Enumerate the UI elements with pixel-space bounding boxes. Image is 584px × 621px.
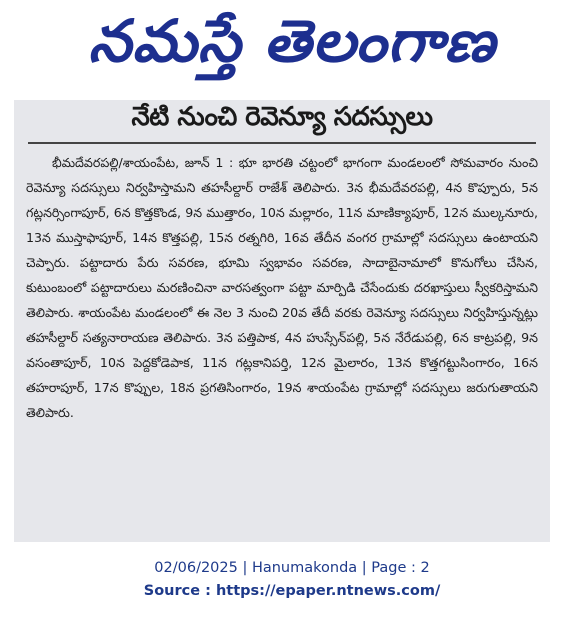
edition-info: 02/06/2025 | Hanumakonda | Page : 2 — [154, 560, 430, 576]
article-clipping — [14, 100, 550, 542]
masthead — [0, 0, 584, 96]
headline-divider — [28, 142, 536, 144]
source-link[interactable]: Source : https://epaper.ntnews.com/ — [143, 583, 441, 599]
article-body: భీమదేవరపల్లి/శాయంపేట, జూన్ 1 : భూ భారతి చట్టంలో భాగంగా మండలంలో సోమవారం నుంచి రెవెన్యూ సదస్సులు నిర్వహిస్తామని తహసీల్దార్ రాజేశ్ తెలిపారు. 3న భీమదేవరపల్లి, 4న కొప్పూరు, 5న గట్లనర్సింగాపూర్, 6న కొత్తకొండ, 9న ముత్తారం, 10న మల్లారం, 11న మాణిక్యాపూర్, 12న ముల్కనూరు, 13న ముస్తాఫాపూర్, 14న కొత్తపల్లి, 15న రత్నగిరి, 16వ తేదీన వంగర గ్రామాల్లో సదస్సులు ఉంటాయని చెప్పారు. పట్టాదారు పేరు సవరణ, భూమి స్వభావం సవరణ, సాదాబైనామాలో కొనుగోలు చేసిన, కుటుంబంలో పట్టాదారులు మరణించినా వారసత్వంగా పట్టా మార్పిడి చేసేందుకు దరఖాస్తులు స్వీకరిస్తామని తెలిపారు. శాయంపేట మండలంలో ఈ నెల 3 నుంచి 20వ తేదీ వరకు రెవెన్యూ సదస్సులు నిర్వహిస్తున్నట్లు తహసీల్దార్ సత్యనారాయణ తెలిపారు. 3న పత్తిపాక, 4న హుస్సేన్‌పల్లి, 5న నేరేడుపల్లి, 6న కాట్రపల్లి, 9న వసంతాపూర్, 10న పెద్దకోడెపాక, 11న గట్లకానిపర్తి, 12న మైలారం, 13న కొత్తగట్టుసింగారం, 16న తహరాపూర్, 17న కొప్పుల, 18న ప్రగతిసింగారం, 19న శాయంపేట గ్రామాల్లో సదస్సులు జరుగుతాయని తెలిపారు. — [26, 155, 538, 420]
article-headline: నేటి నుంచి రెవెన్యూ సదస్సులు — [131, 102, 433, 132]
newspaper-logo: నమస్తే తెలంగాణ — [88, 6, 496, 75]
